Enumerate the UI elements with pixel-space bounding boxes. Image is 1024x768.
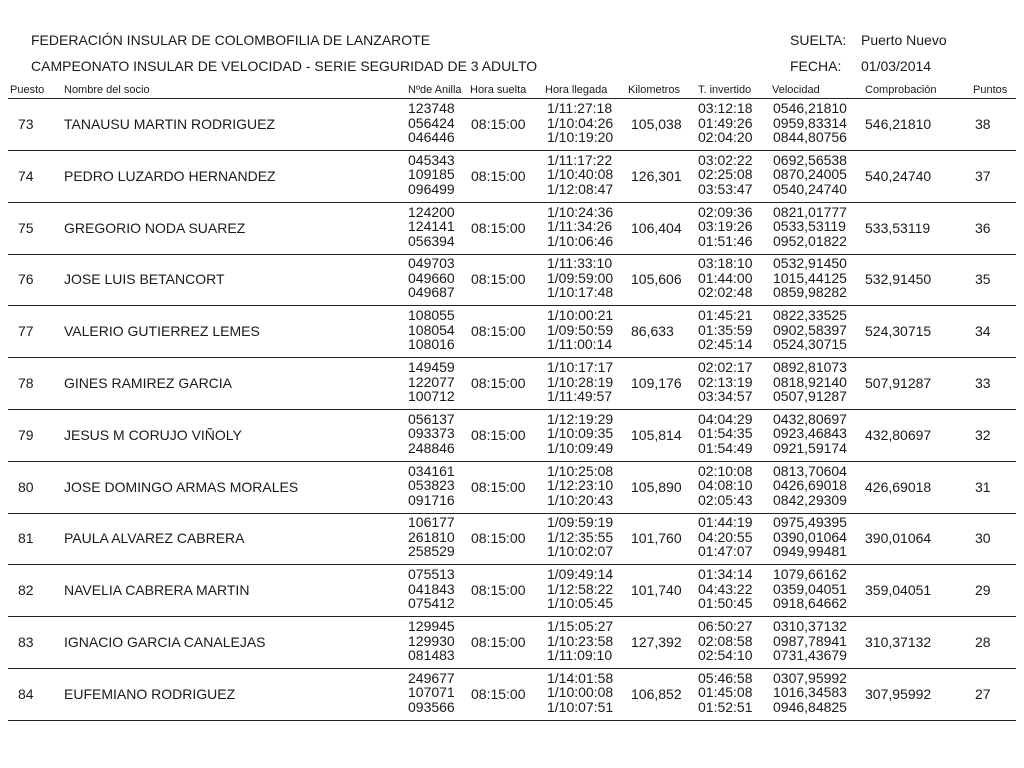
- fecha-label: FECHA:: [790, 58, 842, 74]
- puntos-cell: 32: [975, 426, 991, 443]
- anilla-cell: [408, 256, 455, 300]
- velocidad-cell-line: 0731,43679: [773, 647, 847, 663]
- velocidad-cell: [773, 515, 847, 559]
- anilla-cell-line: 056394: [408, 232, 455, 249]
- tiempo-cell: [698, 308, 753, 352]
- anilla-cell-line: 034161: [408, 462, 455, 479]
- anilla-cell-line: 093566: [408, 698, 455, 715]
- tiempo-cell: [698, 360, 753, 404]
- anilla-cell-line: 249677: [408, 669, 455, 686]
- hora-llegada-cell-line: 1/11:49:57: [547, 388, 613, 404]
- puesto-cell: 77: [18, 323, 34, 340]
- velocidad-cell-line: 0821,01777: [773, 203, 847, 220]
- tiempo-cell-line: 02:08:58: [698, 632, 753, 649]
- anilla-cell-line: 081483: [408, 647, 455, 663]
- hora-llegada-cell-line: 1/14:01:58: [547, 669, 614, 686]
- anilla-cell: [408, 567, 455, 611]
- km-cell: 106,404: [631, 219, 682, 236]
- table-row: [8, 462, 1016, 514]
- hora-suelta-cell: 08:15:00: [471, 634, 526, 650]
- tiempo-cell: [698, 412, 753, 456]
- comprobacion-cell: 390,01064: [865, 530, 932, 547]
- velocidad-cell-line: 0822,33525: [773, 307, 847, 324]
- table-row: [8, 669, 1016, 721]
- col-header-t-invertido: T. invertido: [698, 84, 752, 96]
- anilla-cell: [408, 360, 455, 404]
- tiempo-cell-line: 03:19:26: [698, 218, 753, 235]
- col-header-comprobacion: Comprobación: [865, 84, 937, 96]
- tiempo-cell-line: 02:05:43: [698, 491, 753, 508]
- velocidad-cell-line: 0426,69018: [773, 477, 847, 494]
- anilla-cell-line: 124141: [408, 218, 455, 235]
- puntos-cell: 31: [975, 478, 991, 495]
- anilla-cell-line: 045343: [408, 151, 455, 168]
- hora-llegada-cell-line: 1/10:23:58: [547, 632, 614, 649]
- hora-llegada-cell-line: 1/10:04:26: [547, 114, 614, 131]
- tiempo-cell: [698, 567, 753, 611]
- velocidad-cell-line: 0310,37132: [773, 618, 847, 634]
- comprobacion-cell: 426,69018: [865, 478, 932, 495]
- tiempo-cell: [698, 153, 753, 197]
- comprobacion-cell: 532,91450: [865, 271, 932, 288]
- tiempo-cell-line: 03:02:22: [698, 151, 753, 168]
- tiempo-cell-line: 02:54:10: [698, 647, 753, 663]
- hora-suelta-cell: 08:15:00: [471, 271, 526, 288]
- hora-llegada-cell-line: 1/12:58:22: [547, 580, 614, 597]
- hora-suelta-cell: 08:15:00: [471, 219, 526, 236]
- velocidad-cell-line: 1079,66162: [773, 566, 847, 583]
- hora-suelta-cell: 08:15:00: [471, 375, 526, 391]
- hora-llegada-cell: [547, 412, 613, 456]
- hora-llegada-cell-line: 1/11:27:18: [547, 100, 613, 116]
- anilla-cell-line: 129930: [408, 632, 455, 649]
- puesto-cell: 76: [18, 271, 34, 288]
- anilla-cell-line: 108055: [408, 307, 455, 324]
- velocidad-cell-line: 0432,80697: [773, 410, 847, 427]
- nombre-cell: JOSE LUIS BETANCORT: [64, 271, 225, 288]
- anilla-cell: [408, 308, 455, 352]
- hora-llegada-cell-line: 1/11:09:10: [547, 647, 613, 663]
- anilla-cell-line: 093373: [408, 425, 455, 442]
- tiempo-cell: [698, 205, 753, 249]
- table-row: [8, 203, 1016, 255]
- velocidad-cell: [773, 464, 847, 508]
- anilla-cell: [408, 101, 455, 145]
- hora-llegada-cell: [547, 205, 613, 249]
- puesto-cell: 79: [18, 426, 34, 443]
- hora-llegada-cell-line: 1/12:19:29: [547, 410, 614, 427]
- anilla-cell-line: 049703: [408, 255, 455, 272]
- col-header-kilometros: Kilometros: [628, 84, 680, 96]
- tiempo-cell-line: 02:02:48: [698, 284, 753, 301]
- puntos-cell: 36: [975, 219, 991, 236]
- velocidad-cell-line: 0533,53119: [773, 218, 846, 235]
- anilla-cell-line: 248846: [408, 439, 455, 456]
- tiempo-cell-line: 02:09:36: [698, 203, 753, 220]
- nombre-cell: VALERIO GUTIERREZ LEMES: [64, 323, 260, 340]
- anilla-cell-line: 049660: [408, 269, 455, 286]
- anilla-cell: [408, 515, 455, 559]
- puntos-cell: 30: [975, 530, 991, 547]
- anilla-cell: [408, 671, 455, 715]
- nombre-cell: GINES RAMIREZ GARCIA: [64, 375, 233, 391]
- hora-llegada-cell-line: 1/10:02:07: [547, 543, 614, 560]
- anilla-cell: [408, 412, 455, 456]
- hora-llegada-cell-line: 1/10:06:46: [547, 232, 614, 249]
- velocidad-cell-line: 0870,24005: [773, 166, 847, 183]
- hora-llegada-cell-line: 1/09:59:19: [547, 514, 614, 531]
- hora-llegada-cell-line: 1/10:17:48: [547, 284, 614, 301]
- velocidad-cell-line: 0842,29309: [773, 491, 847, 508]
- hora-llegada-cell-line: 1/10:19:20: [547, 129, 614, 145]
- table-row: [8, 410, 1016, 462]
- nombre-cell: PAULA ALVAREZ CABRERA: [64, 530, 245, 547]
- velocidad-cell-line: 0546,21810: [773, 100, 847, 116]
- tiempo-cell-line: 01:54:49: [698, 439, 753, 456]
- velocidad-cell: [773, 256, 847, 300]
- anilla-cell-line: 107071: [408, 684, 455, 701]
- hora-llegada-cell-line: 1/10:09:35: [547, 425, 614, 442]
- hora-llegada-cell: [547, 308, 613, 352]
- puesto-cell: 84: [18, 685, 34, 702]
- velocidad-cell-line: 0540,24740: [773, 180, 847, 197]
- km-cell: 127,392: [631, 634, 682, 650]
- velocidad-cell-line: 0359,04051: [773, 580, 847, 597]
- hora-llegada-cell-line: 1/10:40:08: [547, 166, 614, 183]
- velocidad-cell-line: 0524,30715: [773, 336, 847, 353]
- velocidad-cell: [773, 619, 847, 663]
- tiempo-cell-line: 01:51:46: [698, 232, 753, 249]
- col-header-nombre: Nombre del socio: [64, 84, 150, 96]
- anilla-cell-line: 075412: [408, 595, 455, 612]
- hora-llegada-cell-line: 1/09:49:14: [547, 566, 614, 583]
- velocidad-cell-line: 0859,98282: [773, 284, 847, 301]
- comprobacion-cell: 546,21810: [865, 116, 932, 132]
- anilla-cell-line: 106177: [408, 514, 455, 531]
- table-row: [8, 358, 1016, 410]
- anilla-cell-line: 123748: [408, 100, 455, 116]
- velocidad-cell: [773, 412, 847, 456]
- puesto-cell: 80: [18, 478, 34, 495]
- hora-llegada-cell-line: 1/10:07:51: [547, 698, 614, 715]
- velocidad-cell-line: 0532,91450: [773, 255, 847, 272]
- tiempo-cell-line: 04:04:29: [698, 410, 753, 427]
- col-header-velocidad: Velocidad: [772, 84, 820, 96]
- velocidad-cell-line: 0390,01064: [773, 528, 847, 545]
- tiempo-cell-line: 01:52:51: [698, 698, 753, 715]
- tiempo-cell-line: 01:50:45: [698, 595, 753, 612]
- velocidad-cell-line: 0918,64662: [773, 595, 847, 612]
- hora-llegada-cell-line: 1/09:50:59: [547, 321, 614, 338]
- velocidad-cell-line: 0307,95992: [773, 669, 847, 686]
- velocidad-cell: [773, 671, 847, 715]
- velocidad-cell-line: 0952,01822: [773, 232, 847, 249]
- tiempo-cell-line: 01:45:21: [698, 307, 753, 324]
- comprobacion-cell: 432,80697: [865, 426, 932, 443]
- velocidad-cell-line: 0946,84825: [773, 698, 847, 715]
- tiempo-cell: [698, 101, 753, 145]
- anilla-cell-line: 041843: [408, 580, 455, 597]
- col-header-puesto: Puesto: [10, 84, 45, 96]
- velocidad-cell-line: 0987,78941: [773, 632, 847, 649]
- km-cell: 105,814: [631, 426, 682, 443]
- hora-suelta-cell: 08:15:00: [471, 685, 526, 702]
- velocidad-cell: [773, 205, 847, 249]
- tiempo-cell: [698, 619, 753, 663]
- km-cell: 101,760: [631, 530, 682, 547]
- table-row: [8, 254, 1016, 306]
- hora-llegada-cell: [547, 671, 613, 715]
- col-header-anilla: Nºde Anilla: [408, 84, 462, 96]
- hora-llegada-cell-line: 1/11:00:14: [547, 336, 613, 353]
- velocidad-cell-line: 0975,49395: [773, 514, 847, 531]
- velocidad-cell: [773, 153, 847, 197]
- puesto-cell: 74: [18, 167, 34, 184]
- comprobacion-cell: 540,24740: [865, 167, 932, 184]
- anilla-cell: [408, 205, 455, 249]
- tiempo-cell-line: 02:25:08: [698, 166, 753, 183]
- velocidad-cell-line: 0921,59174: [773, 439, 847, 456]
- comprobacion-cell: 533,53119: [865, 219, 931, 236]
- hora-llegada-cell: [547, 360, 613, 404]
- km-cell: 105,890: [631, 478, 682, 495]
- hora-llegada-cell-line: 1/10:00:21: [547, 307, 614, 324]
- championship-title: CAMPEONATO INSULAR DE VELOCIDAD - SERIE SEGURIDAD DE 3 ADULTO: [31, 58, 538, 74]
- hora-llegada-cell: [547, 464, 613, 508]
- tiempo-cell-line: 04:20:55: [698, 528, 753, 545]
- tiempo-cell-line: 02:13:19: [698, 373, 753, 390]
- hora-llegada-cell: [547, 256, 613, 300]
- tiempo-cell: [698, 256, 753, 300]
- anilla-cell-line: 075513: [408, 566, 455, 583]
- tiempo-cell-line: 01:45:08: [698, 684, 753, 701]
- nombre-cell: IGNACIO GARCIA CANALEJAS: [64, 634, 266, 650]
- comprobacion-cell: 524,30715: [865, 323, 932, 340]
- nombre-cell: EUFEMIANO RODRIGUEZ: [64, 685, 236, 702]
- km-cell: 86,633: [631, 323, 674, 340]
- comprobacion-cell: 507,91287: [865, 375, 932, 391]
- hora-suelta-cell: 08:15:00: [471, 323, 526, 340]
- hora-llegada-cell: [547, 515, 613, 559]
- hora-llegada-cell-line: 1/10:09:49: [547, 439, 614, 456]
- hora-llegada-cell: [547, 567, 613, 611]
- comprobacion-cell: 310,37132: [865, 634, 932, 650]
- hora-llegada-cell-line: 1/12:35:55: [547, 528, 614, 545]
- table-row: [8, 99, 1016, 151]
- anilla-cell-line: 053823: [408, 477, 455, 494]
- anilla-cell-line: 046446: [408, 129, 455, 145]
- anilla-cell-line: 096499: [408, 180, 455, 197]
- velocidad-cell-line: 0813,70604: [773, 462, 847, 479]
- anilla-cell-line: 258529: [408, 543, 455, 560]
- hora-suelta-cell: 08:15:00: [471, 478, 526, 495]
- velocidad-cell: [773, 567, 847, 611]
- anilla-cell-line: 100712: [408, 388, 455, 404]
- anilla-cell-line: 129945: [408, 618, 455, 634]
- anilla-cell-line: 056424: [408, 114, 455, 131]
- tiempo-cell-line: 02:45:14: [698, 336, 753, 353]
- comprobacion-cell: 359,04051: [865, 582, 932, 599]
- anilla-cell-line: 091716: [408, 491, 455, 508]
- col-header-puntos: Puntos: [973, 84, 1008, 96]
- velocidad-cell-line: 0692,56538: [773, 151, 847, 168]
- puntos-cell: 33: [975, 375, 991, 391]
- col-header-hora-llegada: Hora llegada: [545, 84, 608, 96]
- hora-llegada-cell-line: 1/10:17:17: [547, 359, 614, 375]
- hora-llegada-cell-line: 1/10:05:45: [547, 595, 614, 612]
- velocidad-cell-line: 0844,80756: [773, 129, 847, 145]
- velocidad-cell-line: 0949,99481: [773, 543, 847, 560]
- anilla-cell-line: 108054: [408, 321, 455, 338]
- tiempo-cell: [698, 671, 753, 715]
- tiempo-cell-line: 05:46:58: [698, 669, 753, 686]
- hora-llegada-cell-line: 1/12:08:47: [547, 180, 614, 197]
- velocidad-cell-line: 0923,46843: [773, 425, 847, 442]
- anilla-cell-line: 108016: [408, 336, 455, 353]
- puesto-cell: 81: [18, 530, 34, 547]
- anilla-cell: [408, 464, 455, 508]
- hora-llegada-cell-line: 1/10:20:43: [547, 491, 614, 508]
- velocidad-cell-line: 0959,83314: [773, 114, 847, 131]
- nombre-cell: TANAUSU MARTIN RODRIGUEZ: [64, 116, 276, 132]
- hora-suelta-cell: 08:15:00: [471, 116, 526, 132]
- velocidad-cell: [773, 101, 847, 145]
- hora-llegada-cell: [547, 153, 613, 197]
- tiempo-cell-line: 01:44:19: [698, 514, 753, 531]
- federation-title: FEDERACIÓN INSULAR DE COLOMBOFILIA DE LANZAROTE: [31, 32, 431, 48]
- tiempo-cell-line: 01:44:00: [698, 269, 753, 286]
- nombre-cell: GREGORIO NODA SUAREZ: [64, 219, 246, 236]
- hora-llegada-cell-line: 1/10:25:08: [547, 462, 614, 479]
- table-row: [8, 306, 1016, 358]
- nombre-cell: NAVELIA CABRERA MARTIN: [64, 582, 250, 599]
- nombre-cell: PEDRO LUZARDO HERNANDEZ: [64, 167, 276, 184]
- hora-suelta-cell: 08:15:00: [471, 582, 526, 599]
- tiempo-cell-line: 04:08:10: [698, 477, 753, 494]
- anilla-cell-line: 049687: [408, 284, 455, 301]
- km-cell: 105,606: [631, 271, 682, 288]
- hora-llegada-cell-line: 1/11:34:26: [547, 218, 613, 235]
- fecha-value: 01/03/2014: [861, 58, 932, 74]
- tiempo-cell-line: 01:34:14: [698, 566, 753, 583]
- suelta-value: Puerto Nuevo: [861, 32, 947, 48]
- puesto-cell: 83: [18, 634, 34, 650]
- tiempo-cell: [698, 464, 753, 508]
- velocidad-cell: [773, 308, 847, 352]
- velocidad-cell-line: 0902,58397: [773, 321, 847, 338]
- tiempo-cell: [698, 515, 753, 559]
- tiempo-cell-line: 01:47:07: [698, 543, 753, 560]
- suelta-label: SUELTA:: [790, 32, 847, 48]
- tiempo-cell-line: 03:18:10: [698, 255, 753, 272]
- tiempo-cell-line: 02:02:17: [698, 359, 753, 375]
- nombre-cell: JESUS M CORUJO VIÑOLY: [64, 426, 242, 443]
- hora-suelta-cell: 08:15:00: [471, 426, 526, 443]
- col-header-hora-suelta: Hora suelta: [470, 84, 527, 96]
- hora-suelta-cell: 08:15:00: [471, 167, 526, 184]
- hora-llegada-cell-line: 1/12:23:10: [547, 477, 614, 494]
- km-cell: 126,301: [631, 167, 682, 184]
- table-row: [8, 617, 1016, 669]
- km-cell: 105,038: [631, 116, 682, 132]
- hora-llegada-cell-line: 1/09:59:00: [547, 269, 614, 286]
- puntos-cell: 34: [975, 323, 991, 340]
- velocidad-cell-line: 0507,91287: [773, 388, 847, 404]
- puesto-cell: 82: [18, 582, 34, 599]
- tiempo-cell-line: 02:10:08: [698, 462, 753, 479]
- hora-llegada-cell-line: 1/10:00:08: [547, 684, 614, 701]
- tiempo-cell-line: 06:50:27: [698, 618, 753, 634]
- anilla-cell-line: 056137: [408, 410, 455, 427]
- tiempo-cell-line: 01:35:59: [698, 321, 753, 338]
- hora-llegada-cell-line: 1/11:33:10: [547, 255, 613, 272]
- puntos-cell: 27: [975, 685, 991, 702]
- anilla-cell-line: 109185: [408, 166, 455, 183]
- puntos-cell: 37: [975, 167, 991, 184]
- velocidad-cell: [773, 360, 847, 404]
- velocidad-cell-line: 0818,92140: [773, 373, 847, 390]
- tiempo-cell-line: 04:43:22: [698, 580, 753, 597]
- tiempo-cell-line: 01:54:35: [698, 425, 753, 442]
- km-cell: 109,176: [631, 375, 682, 391]
- puntos-cell: 38: [975, 116, 991, 132]
- hora-suelta-cell: 08:15:00: [471, 530, 526, 547]
- velocidad-cell-line: 1016,34583: [773, 684, 847, 701]
- tiempo-cell-line: 02:04:20: [698, 129, 753, 145]
- hora-llegada-cell-line: 1/10:24:36: [547, 203, 614, 220]
- puntos-cell: 29: [975, 582, 991, 599]
- tiempo-cell-line: 01:49:26: [698, 114, 753, 131]
- puntos-cell: 28: [975, 634, 991, 650]
- anilla-cell-line: 124200: [408, 203, 455, 220]
- km-cell: 101,740: [631, 582, 682, 599]
- anilla-cell-line: 261810: [408, 528, 455, 545]
- hora-llegada-cell: [547, 619, 613, 663]
- hora-llegada-cell-line: 1/11:17:22: [547, 151, 613, 168]
- anilla-cell-line: 122077: [408, 373, 455, 390]
- puesto-cell: 73: [18, 116, 34, 132]
- puntos-cell: 35: [975, 271, 991, 288]
- anilla-cell: [408, 619, 455, 663]
- tiempo-cell-line: 03:34:57: [698, 388, 753, 404]
- velocidad-cell-line: 1015,44125: [773, 269, 847, 286]
- puesto-cell: 78: [18, 375, 34, 391]
- table-row: [8, 513, 1016, 565]
- table-row: [8, 565, 1016, 617]
- hora-llegada-cell-line: 1/15:05:27: [547, 618, 614, 634]
- anilla-cell: [408, 153, 455, 197]
- anilla-cell-line: 149459: [408, 359, 455, 375]
- km-cell: 106,852: [631, 685, 682, 702]
- tiempo-cell-line: 03:53:47: [698, 180, 753, 197]
- puesto-cell: 75: [18, 219, 34, 236]
- tiempo-cell-line: 03:12:18: [698, 100, 753, 116]
- hora-llegada-cell: [547, 101, 613, 145]
- comprobacion-cell: 307,95992: [865, 685, 932, 702]
- hora-llegada-cell-line: 1/10:28:19: [547, 373, 614, 390]
- table-row: [8, 151, 1016, 203]
- nombre-cell: JOSE DOMINGO ARMAS MORALES: [64, 478, 299, 495]
- velocidad-cell-line: 0892,81073: [773, 359, 847, 375]
